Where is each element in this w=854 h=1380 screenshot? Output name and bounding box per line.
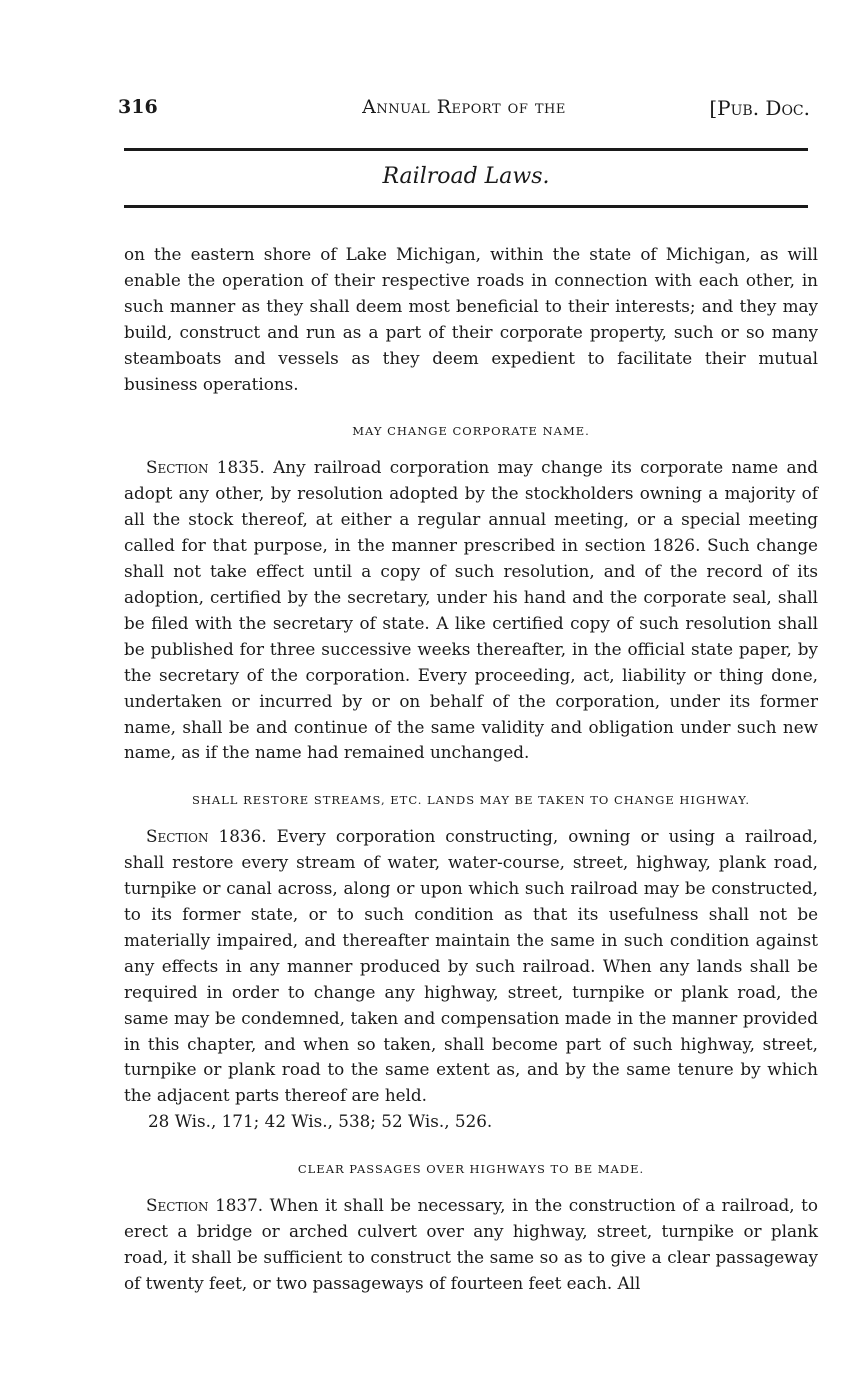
section-label: Section 1836. (146, 826, 267, 847)
section-label: Section 1837. (146, 1195, 264, 1216)
section-text: Every corporation constructing, owning or using a railroad, shall restore every stream of water, water-course, street, highway, plank road, turnpike or canal across, along or upon which such railroad may be constructed, to its former state, or to such condition as that its usefulness shall not be materially impaired, and thereafter maintain the same in such condition against any effects in any manner produced by such railroad. When any lands shall be required in order to change any highway, street, turnpike or plank road, the same may be condemned, taken and compensation made in the manner provided in this chapter, and when so taken, shall become part of such highway, street, turnpike or plank road to the same extent as, and by the same tenure by which the adjacent parts thereof are held. (124, 826, 818, 1106)
top-rule (124, 148, 808, 151)
section-label: Section 1835. (146, 457, 265, 478)
running-title: Annual Report of the (362, 96, 566, 118)
section-heading: SHALL RESTORE STREAMS, ETC. LANDS MAY BE TAKEN TO CHANGE HIGHWAY. (191, 793, 751, 808)
continuation-paragraph: on the eastern shore of Lake Michigan, within the state of Michigan, as will enable the operation of their respective roads in connection with each other, in such manner as they shall deem most beneficial to their interests; and they may build, construct and run as a part of their corporate property, such or so many steamboats and vessels as they deem expedient to facilitate their mutual business operations. (124, 244, 818, 394)
page-number: 316 (118, 96, 158, 118)
section-heading: MAY CHANGE CORPORATE NAME. (352, 424, 590, 439)
bottom-rule (124, 205, 808, 208)
section-text: When it shall be necessary, in the construction of a railroad, to erect a bridge or arched culvert over any highway, street, turnpike or plank road, it shall be sufficient to construct the same so as to give a clear passageway of twenty feet, or two passageways of fourteen feet each. All (124, 1195, 818, 1293)
section-text: Any railroad corporation may change its corporate name and adopt any other, by resolution adopted by the stockholders owning a majority of all the stock thereof, at either a regular annual meeting, or a special meeting called for that purpose, in the manner prescribed in section 1826. Such change shall not take effect until a copy of such resolution, and of the record of its adoption, certified by the secretary, under his hand and the corporate seal, shall be filed with the secretary of state. A like certified copy of such resolution shall be published for three successive weeks thereafter, in the official state paper, by the secretary of the corporation. Every proceeding, act, liability or thing done, undertaken or incurred by or on behalf of the corporation, under its former name, shall be and continue of the same validity and obligation under such new name, as if the name had remained unchanged. (124, 457, 818, 763)
case-citation: 28 Wis., 171; 42 Wis., 538; 52 Wis., 526. (148, 1111, 493, 1132)
section-paragraph (124, 1193, 818, 1297)
section-subtitle: Railroad Laws. (382, 164, 550, 189)
page-body (124, 242, 818, 1297)
document-label: [Pub. Doc. (709, 96, 810, 120)
section-paragraph (124, 455, 818, 766)
page-header (118, 96, 810, 122)
section-heading: CLEAR PASSAGES OVER HIGHWAYS TO BE MADE. (297, 1162, 645, 1177)
section-paragraph (124, 824, 818, 1109)
